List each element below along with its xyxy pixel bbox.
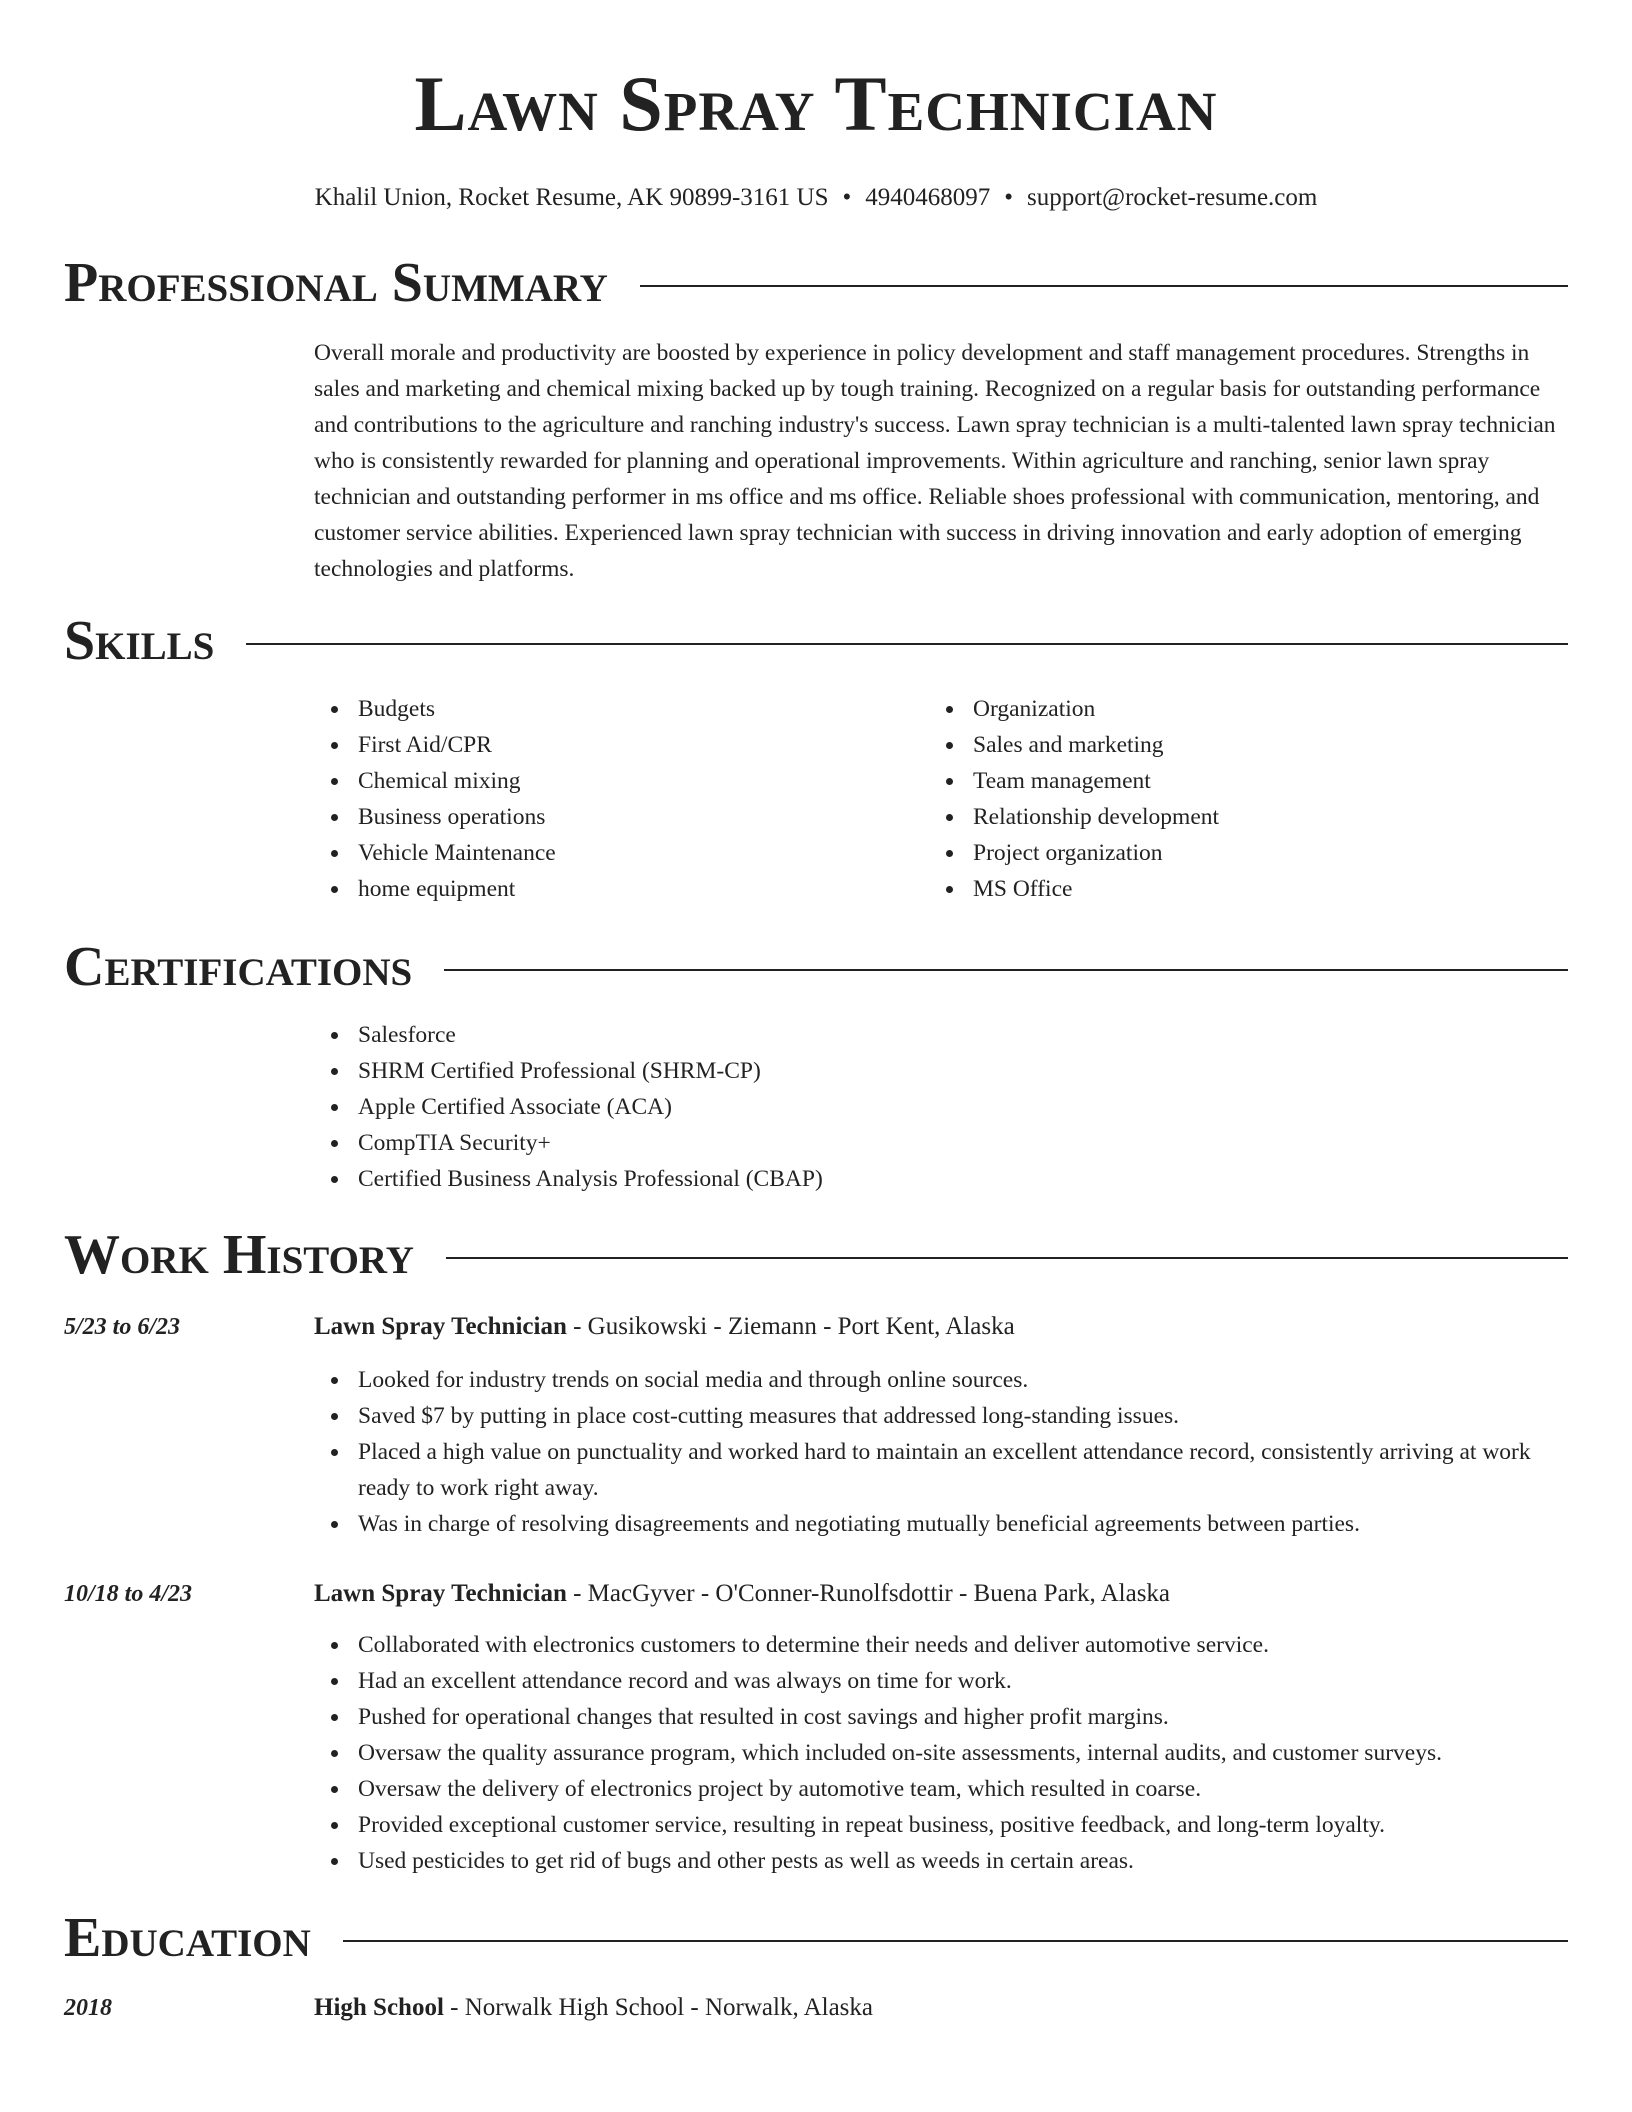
job-employer: - MacGyver - O'Conner-Runolfsdottir - Buena Park, Alaska [566, 1580, 1171, 1607]
job-duties [314, 1627, 1568, 1879]
section-title: Certifications [64, 936, 413, 998]
contact-line [0, 182, 1632, 214]
job-entry [64, 1309, 1568, 1542]
job-employer: - Gusikowski - Ziemann - Port Kent, Alaska [566, 1313, 1015, 1340]
job-duty: Placed a high value on punctuality and worked hard to maintain an excellent attendance record, consistently arriving at work ready to work right away. [314, 1434, 1568, 1506]
education-section [64, 1906, 1568, 2026]
job-heading [314, 1309, 1568, 1345]
certifications-heading [64, 935, 1568, 999]
certification-item: Apple Certified Associate (ACA) [314, 1089, 1568, 1125]
summary-heading [64, 251, 1568, 315]
section-divider [246, 643, 1568, 645]
skill-item: First Aid/CPR [314, 727, 929, 763]
skill-item: Relationship development [929, 799, 1544, 835]
contact-address: Khalil Union, Rocket Resume, AK 90899-3161 US [314, 184, 829, 211]
skill-item: Business operations [314, 799, 929, 835]
job-dates: 10/18 to 4/23 [64, 1581, 193, 1607]
job-duty: Pushed for operational changes that resulted in cost savings and higher profit margins. [314, 1699, 1568, 1735]
job-duty: Had an excellent attendance record and was always on time for work. [314, 1663, 1568, 1699]
section-divider [343, 1940, 1568, 1942]
skill-item: Team management [929, 763, 1544, 799]
section-title: Work History [64, 1224, 414, 1286]
job-duty: Looked for industry trends on social media and through online sources. [314, 1362, 1568, 1398]
job-duty: Oversaw the quality assurance program, which included on-site assessments, internal audits, and customer surveys. [314, 1735, 1568, 1771]
skills-heading [64, 609, 1568, 673]
skills-section [64, 609, 1568, 907]
certification-item: Certified Business Analysis Professional (CBAP) [314, 1161, 1568, 1197]
contact-email: support@rocket-resume.com [1027, 184, 1318, 211]
education-dates: 2018 [64, 1995, 112, 2021]
contact-separator: • [1004, 184, 1014, 211]
work-history-section [64, 1223, 1568, 1879]
contact-separator: • [842, 184, 852, 211]
summary-text: Overall morale and productivity are boosted by experience in policy development and staff management procedures. Strengths in sales and marketing and chemical mixing backed up by tough training. Recognized on a regular basis for outstanding performance and contributions to the agriculture and ranching industry's success. Lawn spray technician is a multi-talented lawn spray technician who is consistently rewarded for planning and operational improvements. Within agriculture and ranching, senior lawn spray technician and outstanding performer in ms office and ms office. Reliable shoes professional with communication, mentoring, and customer service abilities. Experienced lawn spray technician with success in driving innovation and early adoption of emerging technologies and platforms. [314, 340, 1556, 582]
section-title: Skills [64, 610, 215, 672]
job-duties [314, 1362, 1568, 1542]
work-history-heading [64, 1223, 1568, 1287]
section-title: Professional Summary [64, 252, 608, 314]
job-dates: 5/23 to 6/23 [64, 1314, 181, 1340]
job-duty: Oversaw the delivery of electronics project by automotive team, which resulted in coarse. [314, 1771, 1568, 1807]
education-school: - Norwalk High School - Norwalk, Alaska [443, 1994, 873, 2021]
contact-phone: 4940468097 [865, 184, 991, 211]
skill-item: Sales and marketing [929, 727, 1544, 763]
job-duty: Provided exceptional customer service, resulting in repeat business, positive feedback, and long-term loyalty. [314, 1807, 1568, 1843]
certification-item: CompTIA Security+ [314, 1125, 1568, 1161]
skill-item: home equipment [314, 871, 929, 907]
skill-item: MS Office [929, 871, 1544, 907]
job-duty: Collaborated with electronics customers to determine their needs and deliver automotive service. [314, 1627, 1568, 1663]
skills-list-left [314, 691, 929, 907]
section-title: Education [64, 1907, 311, 1969]
education-entry [64, 1990, 1568, 2026]
job-title: Lawn Spray Technician [314, 1580, 567, 1607]
skills-columns [314, 691, 1568, 907]
summary-section [64, 251, 1568, 587]
certification-item: SHRM Certified Professional (SHRM-CP) [314, 1053, 1568, 1089]
job-entry [64, 1576, 1568, 1879]
skill-item: Chemical mixing [314, 763, 929, 799]
section-divider [446, 1257, 1568, 1259]
skill-item: Budgets [314, 691, 929, 727]
resume-title: Lawn Spray Technician [414, 60, 1218, 147]
certifications-list [314, 1017, 1568, 1197]
skill-item: Project organization [929, 835, 1544, 871]
job-duty: Used pesticides to get rid of bugs and other pests as well as weeds in certain areas. [314, 1843, 1568, 1879]
certification-item: Salesforce [314, 1017, 1568, 1053]
skill-item: Organization [929, 691, 1544, 727]
skill-item: Vehicle Maintenance [314, 835, 929, 871]
education-heading [64, 1906, 1568, 1970]
job-title: Lawn Spray Technician [314, 1313, 567, 1340]
job-duty: Was in charge of resolving disagreements and negotiating mutually beneficial agreements between parties. [314, 1506, 1568, 1542]
certifications-section [64, 935, 1568, 1197]
job-duty: Saved $7 by putting in place cost-cutting measures that addressed long-standing issues. [314, 1398, 1568, 1434]
education-heading-line [314, 1990, 1568, 2026]
education-degree: High School [314, 1994, 444, 2021]
job-heading [314, 1576, 1568, 1612]
section-divider [444, 969, 1568, 971]
section-divider [640, 285, 1568, 287]
skills-list-right [929, 691, 1544, 907]
